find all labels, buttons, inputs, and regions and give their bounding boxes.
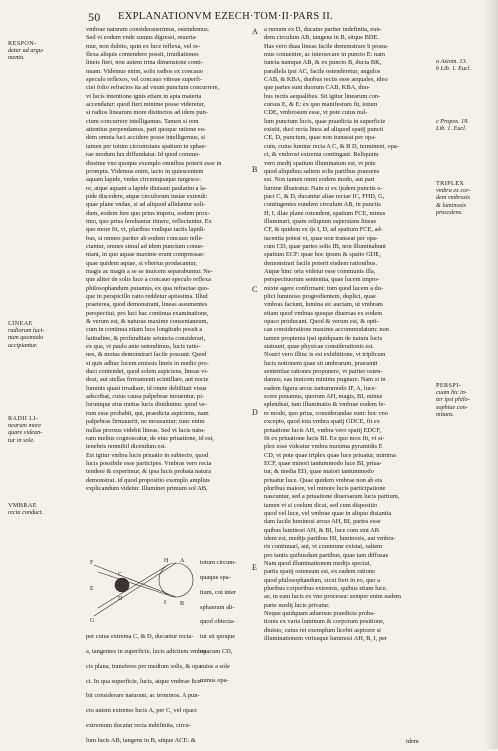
text-line: parte medij lucis privatur. — [264, 601, 330, 609]
margin-note-line: ter ipsi philo- — [436, 396, 470, 404]
text-line: eadem figura arcus tantummodo IF, A, luce- — [264, 384, 377, 392]
tangent-line-a — [94, 563, 176, 616]
margin-note-line: procedens. — [436, 208, 463, 216]
text-line: contingentes eundem circulum AB, in punctis — [264, 201, 381, 209]
margin-note-line: dem vmbrosis — [436, 194, 470, 202]
text-line: imo, quo prius ferebantur itinere, reflectuntur. Ex — [86, 217, 212, 225]
section-letter-a: A — [252, 27, 258, 36]
text-line: lum punctum lucis, quae praedicta in superficie — [264, 117, 386, 125]
text-line: tamen propterea ipsi quidquam de natura lucis — [264, 334, 383, 342]
text-line: vmbrae naturam considerauerimus, ostendemus. — [86, 26, 210, 33]
margin-note-lineae — [8, 320, 80, 349]
text-line: que in perspicillo ratio reddetur aptissima. Illud — [86, 293, 208, 300]
text-line: Sed vt eodem vnde sumus digressi, reuerta- — [86, 34, 198, 42]
text-line: cursus E, & E: ex quo manifestum fit, totum — [264, 101, 378, 109]
text-line: lumine illustratur. Nam si ex ijsdem punctis o- — [264, 184, 383, 192]
text-line: ciei folio refractos ita ad vnum punctum concurrere, — [86, 84, 220, 92]
text-line: latitudine, & profunditate seiuncta considerari, — [86, 334, 206, 342]
text-line: sphaeram ali- — [200, 603, 235, 611]
text-line: scere ponamus, quorum AH, magis, BI, minus — [264, 393, 383, 401]
text-line: Neque quidquam aduersus praedicta proba- — [264, 610, 376, 618]
margin-note-line: sophiae con- — [436, 403, 468, 411]
fig-label-d: D — [118, 596, 123, 602]
text-line: rae modum lux diffundatur. Id quod commo- — [86, 151, 201, 159]
page-number: 50 — [88, 10, 101, 24]
text-line: a, tangentes in superficie, lucis adicitem vmbra — [86, 648, 207, 656]
text-line: demonstrat. id quod propositio exemplo amplius — [86, 476, 210, 484]
section-letter-b: B — [252, 165, 258, 174]
text-line: per cuius extrema C, & D, ducantur recta- — [86, 633, 194, 641]
text-line: opaco producant. Quod & verum est, & opti- — [264, 318, 379, 326]
text-line: mixte agere confirmant: tum quod lucem a du- — [264, 284, 384, 292]
text-line: quaque spa- — [200, 574, 231, 582]
margin-note-line: c Propos. 19. — [436, 118, 469, 125]
text-line: priuatione lucis AH, vmbra vero spatij EDCF, — [264, 426, 381, 434]
catchword: idem — [406, 738, 419, 745]
text-line: partis spatij ostensum est, ex eadem ratione — [264, 568, 375, 576]
page-header — [88, 10, 468, 26]
margin-note-line: & luminosis — [436, 201, 467, 209]
text-line: H, I, illae plane ostendent, spatium FCE, minus — [264, 209, 386, 217]
text-line: palpebras firmauerit, ne moueantur: tunc enim — [86, 418, 205, 426]
text-line: ECF, quae minori tantummodo luce BI, priua- — [264, 459, 382, 467]
margin-note-line: Lib. 1. Eucl. — [436, 125, 467, 133]
text-line: etiam quod vmbras quoque diuersas ex eodem — [264, 309, 383, 317]
text-line: diuisio, cuius rei exemplum licebit aspicere si — [264, 626, 381, 634]
text-line: iuncta namque AB, & ex puncto B, ducta BK, — [264, 59, 382, 67]
fig-label-i: I — [164, 600, 166, 606]
margin-note-respondetur — [8, 40, 80, 62]
gutter-shadow — [484, 0, 498, 749]
text-line: totum circum- — [200, 559, 237, 567]
margin-note-line: radiorum luci- — [8, 327, 45, 335]
text-line: dam facile luminosi arcus AH, BI, partes esse — [264, 518, 381, 526]
text-line: plex esse videatur vmbra maxima pyramidis E — [264, 443, 383, 451]
text-line: ae, in eam lucis ex vno processu: semper enim eadem — [264, 593, 401, 601]
text-line: quod philosophandum, sicut fieri in eo, quo a — [264, 576, 380, 584]
text-line: quod vel luce, vel vmbrae quae in aliquo distantia — [264, 509, 392, 517]
text-line: nes, & motus demonstrari facile possunt. Quod — [86, 351, 207, 359]
text-line: dem circulum AB, tangens in B, sitque BDE. — [264, 34, 380, 42]
text-line: accendatur: quod fieri minime posse videretur, — [86, 101, 205, 109]
text-line: quibus luminosi AH, & BI, luce cum sint AB — [264, 526, 380, 534]
text-line: paci C, & D, ducantur aliae rectae IC, FHD, G, — [264, 192, 385, 200]
text-line: Atque hinc orta videtur esse communis illa, — [264, 267, 376, 275]
text-line: idem est, medijs partibus HI, luminosis, aut vmbra- — [264, 534, 396, 542]
text-line: demonstrari facile poterit eisdem rationibus. — [264, 259, 378, 267]
text-line: adscribat, cuius causa palpebrae mouentur, pi- — [86, 393, 205, 401]
margin-note-line: mitans. — [436, 410, 455, 418]
margin-note-line: RADII LI- — [8, 415, 39, 422]
text-line: rum esse probabit, qui, praedicta aspiciens, nam — [86, 409, 209, 417]
text-line: CD, vt pote quae triplex quae luce priuatur, minima — [264, 451, 396, 459]
text-line: dissime vno quoque exemplo omnibus poterit esse in — [86, 159, 222, 167]
tangent-line-h — [98, 565, 168, 608]
text-line: vero medij spatium illuminatum est, vt pote — [264, 159, 376, 167]
text-line: re, atque aquam a lapide diuisam paulatim a la- — [86, 184, 207, 192]
text-line: cum in continua etiam luce longitudo possit a — [86, 326, 203, 334]
text-line: philosophandum putamus, ex qua refractae quo- — [86, 284, 210, 292]
text-line: lucis possibile esse participes. Vmbras vero recta — [86, 459, 212, 467]
text-line: luminis quasi irradiare, id omne debilitati visus — [86, 384, 207, 392]
text-line: Has vero duas lineas facile demonstrare b possu- — [264, 42, 389, 50]
text-line: ex qua, vt paulo ante ostendimus, lucis ratio- — [86, 343, 201, 351]
text-line: CE, D, punctum, quae non transeat per opa- — [264, 134, 377, 142]
text-line: plici luminoso progredientem, duplici, quae — [264, 293, 376, 300]
margin-note-line: tur in sole. — [8, 436, 35, 444]
running-title: EXPLANATIONVM EZECH·TOM·II·PARS II. — [118, 11, 333, 22]
text-line: pluribus corporibus extremis, quibus etiam luce. — [264, 585, 388, 593]
margin-note-line: cuam hic in- — [436, 389, 467, 397]
margin-note-line: VMBRAE — [8, 502, 37, 509]
text-line: ctantur, omnes simul ad idem punctum conue- — [86, 242, 205, 250]
text-line: quo more fit, vt, pluribus vndique iactis lapidi- — [86, 226, 206, 234]
fig-label-a: A — [180, 558, 185, 564]
text-line: tamen vt si coelum dicat, sed cum dispositio — [264, 501, 378, 509]
text-line: illuminari, quam reliquum superstans lineae — [264, 217, 377, 225]
text-line: statuunt, quae physicae considerationis est. — [264, 343, 375, 351]
text-line: deat, aut stellas firmamenti scintillare, aut nocte — [86, 376, 209, 384]
section-letter-c: C — [252, 285, 258, 294]
margin-note-line: recta conduct. — [8, 509, 44, 517]
text-line: existit, duci recta linea ad aliquod spatij puncti — [264, 126, 384, 134]
umbra-diagram — [88, 550, 198, 625]
text-line: bus rectis aequalibus. Sit igitur linearum con- — [264, 92, 381, 100]
text-line: quae plane vndae, si ad aliquod allidantur soli- — [86, 201, 206, 209]
text-line: cum CD, quae partes solis IB, non illuminabunt — [264, 242, 386, 250]
text-line: CAB, & KBA, duobus rectis esse aequales, ideo — [264, 76, 388, 84]
text-line: aquam lapide, vndas circumquaque turgesce- — [86, 176, 202, 184]
fig-label-e: E — [90, 586, 94, 592]
text-line: illuminationem vtriusque luminosi AH, B, I, per — [264, 635, 388, 643]
text-line: vt lucis intentione ignis etiam in apta materia — [86, 92, 202, 100]
text-line: a rursum ex D, ducatur pariter indefinita, eun- — [264, 26, 382, 33]
text-line: promptu. Videmus enim, iacto in quiescentem — [86, 167, 204, 175]
text-line: tamen per totum circumstans spatium in sphae- — [86, 142, 207, 150]
text-line: nullas prorsus videbit lineas. Sed vt lucis natu- — [86, 426, 206, 434]
text-line: ris continuari, aut, vt commune existat, saltem — [264, 543, 383, 551]
text-line: lucis notionem quae sit umbrarum, praesenti — [264, 359, 378, 367]
text-line: ctum concurrere intelligamus. Tamen si rem — [86, 117, 199, 125]
fig-label-g: G — [90, 618, 95, 624]
text-line: cae consideratione maxime accommodatum: non — [264, 326, 389, 334]
text-line: tur, & media ED, quae maiori tantummodo — [264, 468, 374, 476]
text-line: quod aliquibus saltem solis partibus praesens — [264, 167, 380, 175]
text-line: lineis fieri, non autem trina dimensione conti- — [86, 59, 203, 67]
text-line: pro tantis quibusdam partibus, quae tam diffusae — [264, 551, 389, 559]
text-line: dum, eodem fere quo prius impetu, eodem prox- — [86, 209, 210, 217]
fig-label-f: F — [90, 560, 94, 566]
margin-note-line: detur ad argu- — [8, 47, 44, 55]
text-line: Est igitur vmbra lucis priuatio in subiecto, quod — [86, 451, 209, 459]
text-line: tionis ex varia luminum & corporum positione, — [264, 618, 385, 626]
text-line: cto autem extremo lucis A, per C, vel opaci — [86, 707, 197, 715]
fig-label-h: H — [164, 558, 169, 564]
text-line: ram melius cognoscatur, de eius priuatione, id est, — [86, 434, 214, 442]
fig-label-b: B — [180, 601, 185, 607]
text-line: CF, & quidem ex ijs I, D, ad spatium FCE, ad- — [264, 226, 383, 234]
text-line: si radios linearum more distinctos ad idem pun- — [86, 109, 208, 117]
text-line: ci, & vmbrosi extrema contingant. Reliquum — [264, 151, 379, 159]
text-line: mus conuenire, ac intersecare in puncto E: nam — [264, 51, 386, 59]
text-line: si quis adhuc lucem emissis lineis in medio pro- — [86, 359, 209, 367]
text-line: cum, cuius lumine recta A C, & B D, terminent, opa- — [264, 142, 399, 150]
text-line: est. Non tamen omni eodem modo, aut pari — [264, 176, 375, 184]
text-line: nascuntur, sed a priuatione diuersarum lucis partium, — [264, 493, 400, 501]
text-line: quod obiecta- — [200, 618, 235, 626]
text-line: Nostri vero illinc is est exhibitione, vt triplicem — [264, 351, 386, 359]
section-letter-d: D — [252, 408, 258, 417]
text-line: priuatur luce. Quae quidem vmbrae non ab eis — [264, 476, 383, 484]
tangent-line-b — [94, 565, 176, 597]
text-line: opacum CD, — [200, 647, 233, 655]
text-line: damus, eas inuicem minime pugnare. Nam si in — [264, 376, 386, 384]
text-line: duci contendet, quod solem aspiciens, lineas vi- — [86, 368, 209, 376]
text-line: Nam quod illuminationem medijs spectat, — [264, 560, 372, 567]
margin-note-line: TRIPLEX — [436, 180, 465, 187]
text-line: excepto, quod tota vmbra spatij GDCE, fit ex — [264, 418, 380, 426]
margin-note-line: vmbra ex cor- — [436, 187, 471, 195]
margin-note-line: b Lib. 1. Eucl. — [436, 65, 472, 73]
text-line: sententiae rationes proponere, vt pariter osten- — [264, 368, 383, 376]
section-letter-e: E — [252, 563, 257, 572]
text-line: minus opa- — [200, 677, 229, 685]
text-line: re modo, quo prius, considerandae sunt: hoc vno — [264, 409, 389, 417]
text-line: pide discedere, atque circulorum instar extendi: — [86, 192, 208, 200]
margin-note-line: RESPON- — [8, 40, 37, 47]
text-line: cis plana, transferes per medium solis, & opa- — [86, 662, 204, 670]
margin-note-radii — [8, 415, 80, 444]
fig-label-c: C — [118, 572, 123, 578]
text-line: tium, cui inter — [200, 588, 237, 596]
text-line: dem omnia luci accidere posse intelligemus, si — [86, 134, 206, 142]
text-line: tendere & experimur, & ipsa lucis probata natura — [86, 468, 212, 476]
margin-note-line: menta. — [8, 54, 25, 62]
text-line: & verum est, & naturae maxime consentaneum, — [86, 318, 209, 326]
text-line: CDE, vmbrosum esse, vt pote cuius nul- — [264, 109, 368, 117]
left-column-bottom — [86, 627, 250, 751]
margin-note-vmbrae — [8, 502, 80, 516]
right-column — [264, 26, 432, 643]
text-line: tenebris nonnihil dicendum est. — [86, 443, 167, 451]
text-line: flexa aliquis contendere possit, irradiationes — [86, 51, 199, 59]
margin-note-line: a Axiom. 13. — [436, 58, 468, 65]
margin-note-line: LINEAE — [8, 320, 33, 327]
text-line: niant, in quo aquae maxime erunt compressae: — [86, 251, 205, 259]
tangent-line-i — [98, 572, 168, 595]
text-line: quae quidem aquae, si vlterius prodacantur, — [86, 259, 198, 267]
text-line: perspectiui, pro luci hac continua examinatione, — [86, 309, 209, 317]
text-line: spatium ECF: quae hoc ipsum & spatio GDE, — [264, 251, 381, 259]
text-line: pluribus maiore, vel minore lucis participatione — [264, 484, 386, 492]
text-line: bit considerare naturam, ac terminos. A pun- — [86, 692, 200, 700]
text-line: splendeat, tum illuminatio & vmbrae eodem fe- — [264, 401, 386, 409]
margin-note-line: PERSPI- — [436, 382, 462, 389]
left-column — [86, 26, 250, 493]
margin-note-line: accipiantur. — [8, 341, 38, 349]
text-line: attentius perpendamus, pari quoque ratione eu- — [86, 126, 206, 134]
margin-note-line: quare videan- — [8, 429, 43, 437]
text-line: speculo reflexos, vel concauo vitreae superfi- — [86, 76, 203, 84]
text-line: lorumque eius motus lucis diuiduntur. quod ve- — [86, 401, 207, 409]
text-line: praeterea, quod demonstrant, lineas assumentes — [86, 301, 208, 309]
text-line: bus, si omnes pariter ab eodem concauo refle- — [86, 234, 204, 242]
text-line: cuius a sole — [200, 662, 230, 670]
text-line: perspectiuorum sententia, quae lucem impro- — [264, 276, 380, 284]
text-line: vmbras faciunt, lumina sic auctam, ut vmbram — [264, 301, 383, 309]
text-line: tur sit quoque — [200, 633, 236, 641]
text-line: lum lucis AB, tangens in B, sitque ACE: & — [86, 736, 196, 744]
text-line: ci. In qua superficie, lucis, atque vmbrae lice- — [86, 677, 203, 685]
text-line: magis ac magis a se se inuicem separabuntur. Ne- — [86, 267, 213, 275]
text-line: extremum ducatur recta indefinita, circu- — [86, 721, 191, 729]
text-line: que aliter de solis luce a concauo speculo reflexa — [86, 276, 211, 284]
margin-note-line: nearum more — [8, 422, 41, 430]
text-line: mur, non dubito, quin ex luce reflexa, vel re- — [86, 42, 201, 50]
sun-circle — [159, 563, 193, 597]
text-line: nuam. Videmus enim, solis radios ex concauo — [86, 67, 203, 75]
text-line: que partes sunt duorum CAB, KBA, duo- — [264, 84, 371, 92]
text-line: explicandum videtur. Illuminet primum sol AB, — [86, 484, 208, 492]
text-line: parallela ipsi AC, facile ostenderetur, angulos — [264, 67, 381, 75]
margin-note-line: num quomodo — [8, 334, 44, 342]
text-line: fit ex priuatione lucis BI. Ex quo mox fit, vt si- — [264, 434, 385, 442]
text-line: iacentia potest vt, quae non transeat per opa- — [264, 234, 378, 242]
